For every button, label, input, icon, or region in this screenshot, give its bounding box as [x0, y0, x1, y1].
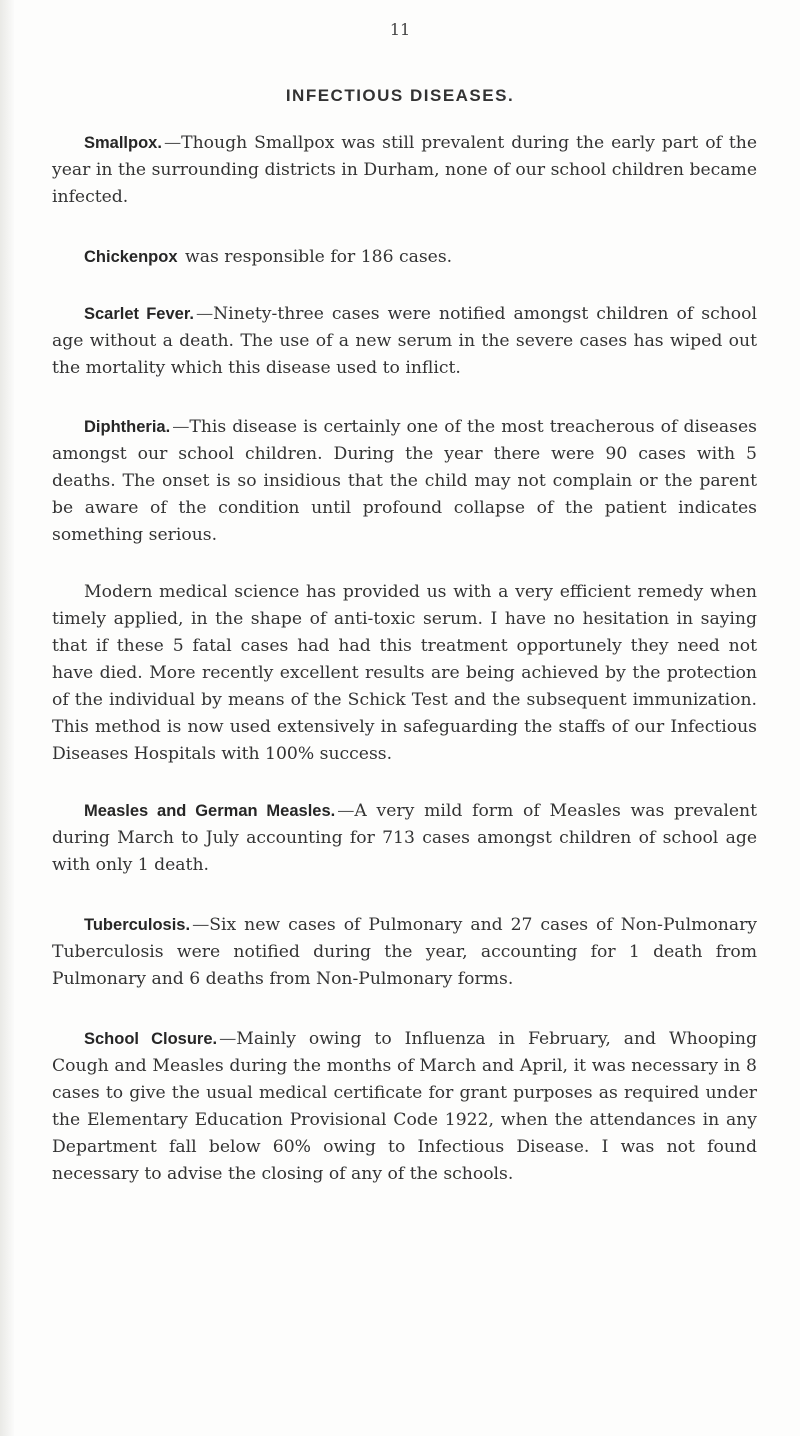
heading-school-closure: School Closure.	[84, 1030, 218, 1048]
heading-scarlet-fever: Scarlet Fever.	[84, 305, 194, 323]
text-tuberculosis: Six new cases of Pulmonary and 27 cases of Non-Pulmonary Tuberculosis were notified during the year, accounting for 1 death from Pulmonary and 6 deaths from Non-Pulmonary forms.	[52, 915, 757, 989]
paragraph-tuberculosis	[52, 912, 757, 993]
text-smallpox: Though Smallpox was still prevalent during the early part of the year in the surrounding districts in Durham, none of our school children became infected.	[52, 133, 757, 207]
section-title: INFECTIOUS DISEASES.	[285, 86, 515, 105]
paragraph-smallpox	[52, 130, 757, 211]
document-body	[52, 130, 757, 1219]
text-diphtheria: This disease is certainly one of the most treacherous of diseases amongst our school children. During the year there were 90 cases with 5 deaths. The onset is so insidious that the child may not complain or the parent be aware of the condition until profound collapse of the patient indicates something serious.	[52, 417, 757, 545]
text-modern-science: Modern medical science has provided us with a very efficient remedy when timely applied, in the shape of anti-toxic serum. I have no hesitation in saying that if these 5 fatal cases had had this treatment opportunely they need not have died. More recently excellent results are being achieved by the protection of the individual by means of the Schick Test and the subsequent immunization. This method is now used extensively in safeguarding the staffs of our Infectious Diseases Hospitals with 100% success.	[52, 582, 757, 764]
paragraph-school-closure	[52, 1026, 757, 1188]
page-number: 11	[389, 20, 411, 39]
heading-measles: Measles and German Measles.	[84, 802, 336, 820]
heading-diphtheria: Diphtheria.	[84, 418, 171, 436]
paragraph-scarlet-fever	[52, 301, 757, 382]
text-scarlet-fever: Ninety-three cases were notified amongst children of school age without a death. The use of a new serum in the severe cases has wiped out the mortality which this disease used to inflict.	[52, 304, 758, 378]
em-dash: —	[219, 1029, 237, 1049]
em-dash: —	[172, 417, 190, 437]
paragraph-measles	[52, 798, 757, 879]
binding-edge	[0, 0, 14, 1436]
paragraph-chickenpox	[52, 244, 757, 271]
text-measles: A very mild form of Measles was prevalent during March to July accounting for 713 cases amongst children of school age with only 1 death.	[52, 801, 758, 875]
heading-smallpox: Smallpox.	[84, 134, 162, 152]
text-school-closure: Mainly owing to Influenza in February, and Whooping Cough and Measles during the months of March and April, it was necessary in 8 cases to give the usual medical certificate for grant purposes as required under the Elementary Education Provisional Code 1922, when the attendances in any Department fall below 60% owing to Infectious Disease. I was not found necessary to advise the closing of any of the schools.	[52, 1029, 757, 1184]
em-dash: —	[337, 801, 355, 821]
heading-chickenpox: Chickenpox	[84, 248, 178, 266]
text-chickenpox: was responsible for 186 cases.	[185, 247, 453, 267]
em-dash: —	[163, 133, 182, 153]
paragraph-modern-science	[52, 579, 757, 768]
em-dash: —	[195, 304, 214, 324]
paragraph-diphtheria	[52, 414, 757, 549]
heading-tuberculosis: Tuberculosis.	[84, 916, 191, 934]
em-dash: —	[192, 915, 210, 935]
